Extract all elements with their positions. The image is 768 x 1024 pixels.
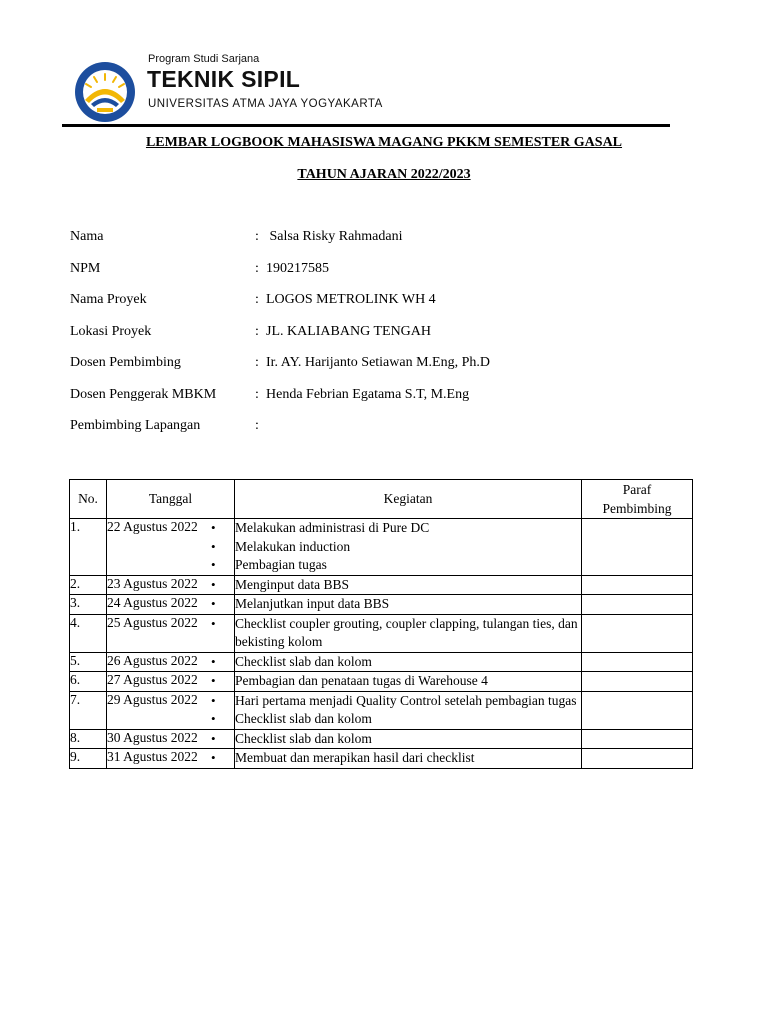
info-colon: :: [255, 292, 259, 307]
row-activities: [235, 575, 582, 595]
info-row-supervisor: [70, 352, 690, 384]
info-colon: :: [255, 418, 259, 433]
activity-list: [235, 615, 581, 652]
header-paraf: [582, 480, 693, 519]
row-number: 3.: [70, 595, 107, 615]
activity-item: • Melakukan induction: [235, 538, 581, 557]
activity-item: • Pembagian tugas: [235, 556, 581, 575]
row-activities: [235, 519, 582, 576]
info-colon: :: [255, 260, 259, 276]
info-colon: :: [255, 386, 259, 402]
row-date: 30 Agustus 2022: [107, 729, 235, 749]
table-row: [70, 691, 693, 729]
header-no: No.: [70, 480, 107, 519]
info-label: Dosen Pembimbing: [70, 355, 181, 370]
activity-item: • Membuat dan merapikan hasil dari checklist: [235, 749, 581, 768]
row-number: 8.: [70, 729, 107, 749]
row-activities: [235, 749, 582, 769]
row-paraf-cell: [582, 729, 693, 749]
activity-item: • Checklist slab dan kolom: [235, 710, 581, 729]
info-colon: :: [255, 355, 259, 370]
info-row-project-name: [70, 289, 690, 321]
table-row: [70, 652, 693, 672]
table-row: [70, 575, 693, 595]
row-activities: [235, 691, 582, 729]
table-row: [70, 749, 693, 769]
letterhead: [70, 48, 670, 128]
activity-item: • Checklist coupler grouting, coupler clapping, tulangan ties, dan bekisting kolom: [235, 615, 581, 652]
student-info: [70, 226, 690, 447]
activity-item: • Checklist slab dan kolom: [235, 653, 581, 672]
header-divider: [62, 124, 670, 127]
university-name: UNIVERSITAS ATMA JAYA YOGYAKARTA: [148, 98, 383, 110]
activity-list: [235, 749, 581, 768]
row-number: 2.: [70, 575, 107, 595]
row-paraf-cell: [582, 614, 693, 652]
row-paraf-cell: [582, 519, 693, 576]
header-paraf-line1: Paraf: [622, 482, 652, 497]
activity-item: • Pembagian dan penataan tugas di Warehouse 4: [235, 672, 581, 691]
row-paraf-cell: [582, 691, 693, 729]
row-activities: [235, 614, 582, 652]
activity-list: [235, 653, 581, 672]
header-paraf-line2: Pembimbing: [602, 501, 672, 516]
program-label: Program Studi Sarjana: [148, 53, 260, 65]
row-date: 26 Agustus 2022: [107, 652, 235, 672]
row-number: 4.: [70, 614, 107, 652]
info-label: Pembimbing Lapangan: [70, 418, 201, 433]
row-activities: [235, 672, 582, 692]
row-date: 29 Agustus 2022: [107, 691, 235, 729]
activity-list: [235, 519, 581, 575]
row-date: 31 Agustus 2022: [107, 749, 235, 769]
row-number: 1.: [70, 519, 107, 576]
logbook-rows: [70, 519, 693, 769]
activity-item: • Melakukan administrasi di Pure DC: [235, 519, 581, 538]
row-date: 27 Agustus 2022: [107, 672, 235, 692]
info-value: 190217585: [266, 260, 329, 276]
row-activities: [235, 595, 582, 615]
info-row-field-supervisor: [70, 415, 690, 447]
row-paraf-cell: [582, 749, 693, 769]
info-value: JL. KALIABANG TENGAH: [266, 323, 432, 339]
activity-list: [235, 730, 581, 749]
academic-year-title: TAHUN AJARAN 2022/2023: [297, 167, 471, 182]
row-date: 22 Agustus 2022: [107, 519, 235, 576]
document-title: LEMBAR LOGBOOK MAHASISWA MAGANG PKKM SEMESTER GASAL: [145, 135, 623, 150]
header-date: Tanggal: [107, 480, 235, 519]
row-number: 5.: [70, 652, 107, 672]
info-row-name: [70, 226, 690, 258]
info-value: Henda Febrian Egatama S.T, M.Eng: [266, 386, 470, 402]
table-row: [70, 519, 693, 576]
info-value: LOGOS METROLINK WH 4: [266, 292, 436, 307]
row-date: 23 Agustus 2022: [107, 575, 235, 595]
header-activity: Kegiatan: [235, 480, 582, 519]
info-colon: :: [255, 323, 259, 339]
activity-item: • Melanjutkan input data BBS: [235, 595, 581, 614]
table-row: [70, 729, 693, 749]
info-label: Dosen Penggerak MBKM: [70, 386, 217, 402]
activity-item: • Menginput data BBS: [235, 576, 581, 595]
row-date: 24 Agustus 2022: [107, 595, 235, 615]
table-row: [70, 614, 693, 652]
info-label: Nama: [70, 229, 104, 244]
activity-item: • Checklist slab dan kolom: [235, 730, 581, 749]
activity-list: [235, 576, 581, 595]
department-name: TEKNIK SIPIL: [147, 66, 301, 92]
table-header-row: [70, 480, 693, 519]
row-date: 25 Agustus 2022: [107, 614, 235, 652]
row-paraf-cell: [582, 575, 693, 595]
row-paraf-cell: [582, 652, 693, 672]
activity-list: [235, 595, 581, 614]
activity-list: [235, 692, 581, 729]
university-logo-icon: [73, 60, 137, 124]
row-activities: [235, 729, 582, 749]
row-number: 9.: [70, 749, 107, 769]
info-label: NPM: [70, 260, 101, 276]
info-label: Lokasi Proyek: [70, 323, 152, 339]
table-row: [70, 595, 693, 615]
row-number: 6.: [70, 672, 107, 692]
info-value: Ir. AY. Harijanto Setiawan M.Eng, Ph.D: [266, 355, 490, 370]
info-row-npm: [70, 258, 690, 290]
activity-list: [235, 672, 581, 691]
info-row-project-location: [70, 321, 690, 353]
table-row: [70, 672, 693, 692]
info-colon: :: [255, 229, 259, 244]
info-value: Salsa Risky Rahmadani: [266, 229, 403, 244]
info-label: Nama Proyek: [70, 292, 147, 307]
logbook-table: [69, 479, 693, 769]
row-paraf-cell: [582, 672, 693, 692]
row-number: 7.: [70, 691, 107, 729]
activity-item: • Hari pertama menjadi Quality Control setelah pembagian tugas: [235, 692, 581, 711]
row-paraf-cell: [582, 595, 693, 615]
info-row-mbkm-lecturer: [70, 384, 690, 416]
row-activities: [235, 652, 582, 672]
